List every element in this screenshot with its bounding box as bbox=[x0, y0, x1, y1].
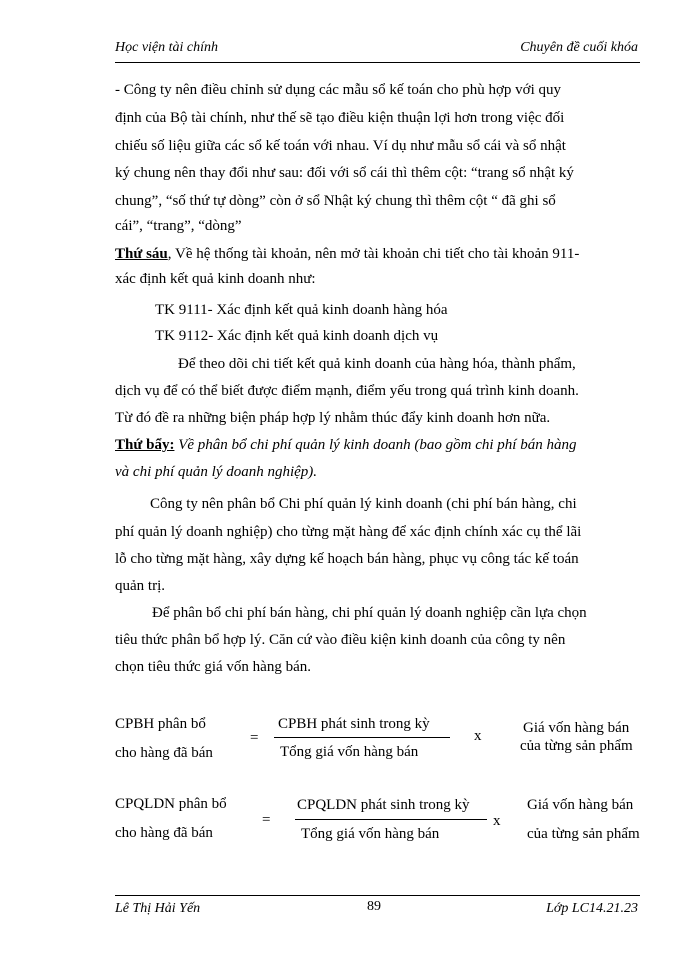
p6-line-3: chọn tiêu thức giá vốn hàng bán. bbox=[115, 659, 311, 675]
p1-line-3: chiếu số liệu giữa các sổ kế toán với nhau. Ví dụ như mẫu sổ cái và sổ nhật bbox=[115, 138, 566, 154]
formula2-numerator: CPQLDN phát sinh trong kỳ bbox=[297, 797, 470, 813]
formula1-rhs-line-2: của từng sản phẩm bbox=[520, 738, 633, 754]
formula1-lhs-line-2: cho hàng đã bán bbox=[115, 745, 213, 761]
tk-9111: TK 9111- Xác định kết quả kinh doanh hàng hóa bbox=[155, 302, 448, 318]
page-number: 89 bbox=[367, 899, 381, 914]
p3-line-3: Từ đó đề ra những biện pháp hợp lý nhằm thúc đẩy kinh doanh hơn nữa. bbox=[115, 410, 551, 426]
formula1-rhs-line-1: Giá vốn hàng bán bbox=[523, 720, 630, 736]
footer-rule bbox=[115, 895, 640, 896]
p1-line-6: cái”, “trang”, “dòng” bbox=[115, 218, 242, 234]
formula1-numerator: CPBH phát sinh trong kỳ bbox=[278, 716, 430, 732]
p4-line-1 bbox=[115, 437, 576, 454]
p1-line-1: - Công ty nên điều chỉnh sử dụng các mẫu sổ kế toán cho phù hợp với quy bbox=[115, 82, 562, 98]
formula2-denominator: Tổng giá vốn hàng bán bbox=[301, 826, 440, 842]
p3-line-2: dịch vụ để có thể biết được điểm mạnh, điểm yếu trong quá trình kinh doanh. bbox=[115, 383, 579, 399]
formula1-times: x bbox=[474, 728, 482, 744]
header-rule bbox=[115, 62, 640, 63]
p1-line-4: ký chung nên thay đổi như sau: đối với sổ cái thì thêm cột: “trang sổ nhật ký bbox=[115, 165, 574, 181]
section-label-thu-bay: Thứ bẩy: bbox=[115, 437, 175, 453]
formula1-equals: = bbox=[250, 730, 259, 746]
formula1-denominator: Tổng giá vốn hàng bán bbox=[280, 744, 419, 760]
p3-line-1: Để theo dõi chi tiết kết quả kinh doanh của hàng hóa, thành phẩm, bbox=[178, 356, 576, 372]
p5-line-4: quản trị. bbox=[115, 578, 165, 594]
footer-class: Lớp LC14.21.23 bbox=[546, 901, 638, 916]
formula2-times: x bbox=[493, 813, 501, 829]
p6-line-2: tiêu thức phân bổ hợp lý. Căn cứ vào điều kiện kinh doanh của công ty nên bbox=[115, 632, 566, 648]
p4-line-2: và chi phí quản lý doanh nghiệp). bbox=[115, 464, 318, 480]
formula2-lhs-line-1: CPQLDN phân bổ bbox=[115, 796, 227, 812]
header-left: Học viện tài chính bbox=[115, 40, 219, 55]
p5-line-3: lỗ cho từng mặt hàng, xây dựng kế hoạch bán hàng, phục vụ công tác kế toán bbox=[115, 551, 579, 567]
formula2-rhs-line-2: của từng sản phẩm bbox=[527, 826, 640, 842]
p5-line-1: Công ty nên phân bổ Chi phí quản lý kinh doanh (chi phí bán hàng, chi bbox=[150, 496, 577, 512]
formula2-fraction-bar bbox=[295, 819, 487, 820]
tk-9112: TK 9112- Xác định kết quả kinh doanh dịch vụ bbox=[155, 328, 439, 344]
header-right: Chuyên đề cuối khóa bbox=[520, 40, 638, 55]
p6-line-1: Để phân bổ chi phí bán hàng, chi phí quản lý doanh nghiệp cần lựa chọn bbox=[152, 605, 587, 621]
p2-line-1-text: , Về hệ thống tài khoản, nên mở tài khoản chi tiết cho tài khoản 911- bbox=[167, 246, 580, 262]
p1-line-5: chung”, “số thứ tự dòng” còn ở sổ Nhật ký chung thì thêm cột “ đã ghi sổ bbox=[115, 193, 556, 209]
p1-line-2: định của Bộ tài chính, như thế sẽ tạo điều kiện thuận lợi hơn trong việc đối bbox=[115, 110, 565, 126]
p4-line-1-text: Về phân bổ chi phí quản lý kinh doanh (bao gồm chi phí bán hàng bbox=[174, 437, 577, 453]
p2-line-2: xác định kết quả kinh doanh như: bbox=[115, 271, 316, 287]
footer-author: Lê Thị Hải Yến bbox=[115, 901, 201, 916]
formula1-fraction-bar bbox=[274, 737, 450, 738]
formula1-lhs-line-1: CPBH phân bổ bbox=[115, 716, 206, 732]
formula2-rhs-line-1: Giá vốn hàng bán bbox=[527, 797, 634, 813]
section-label-thu-sau: Thứ sáu bbox=[115, 246, 168, 262]
p5-line-2: phí quản lý doanh nghiệp) cho từng mặt hàng để xác định chính xác cụ thể lãi bbox=[115, 524, 582, 540]
formula2-equals: = bbox=[262, 812, 271, 828]
p2-line-1 bbox=[115, 246, 579, 263]
formula2-lhs-line-2: cho hàng đã bán bbox=[115, 825, 213, 841]
